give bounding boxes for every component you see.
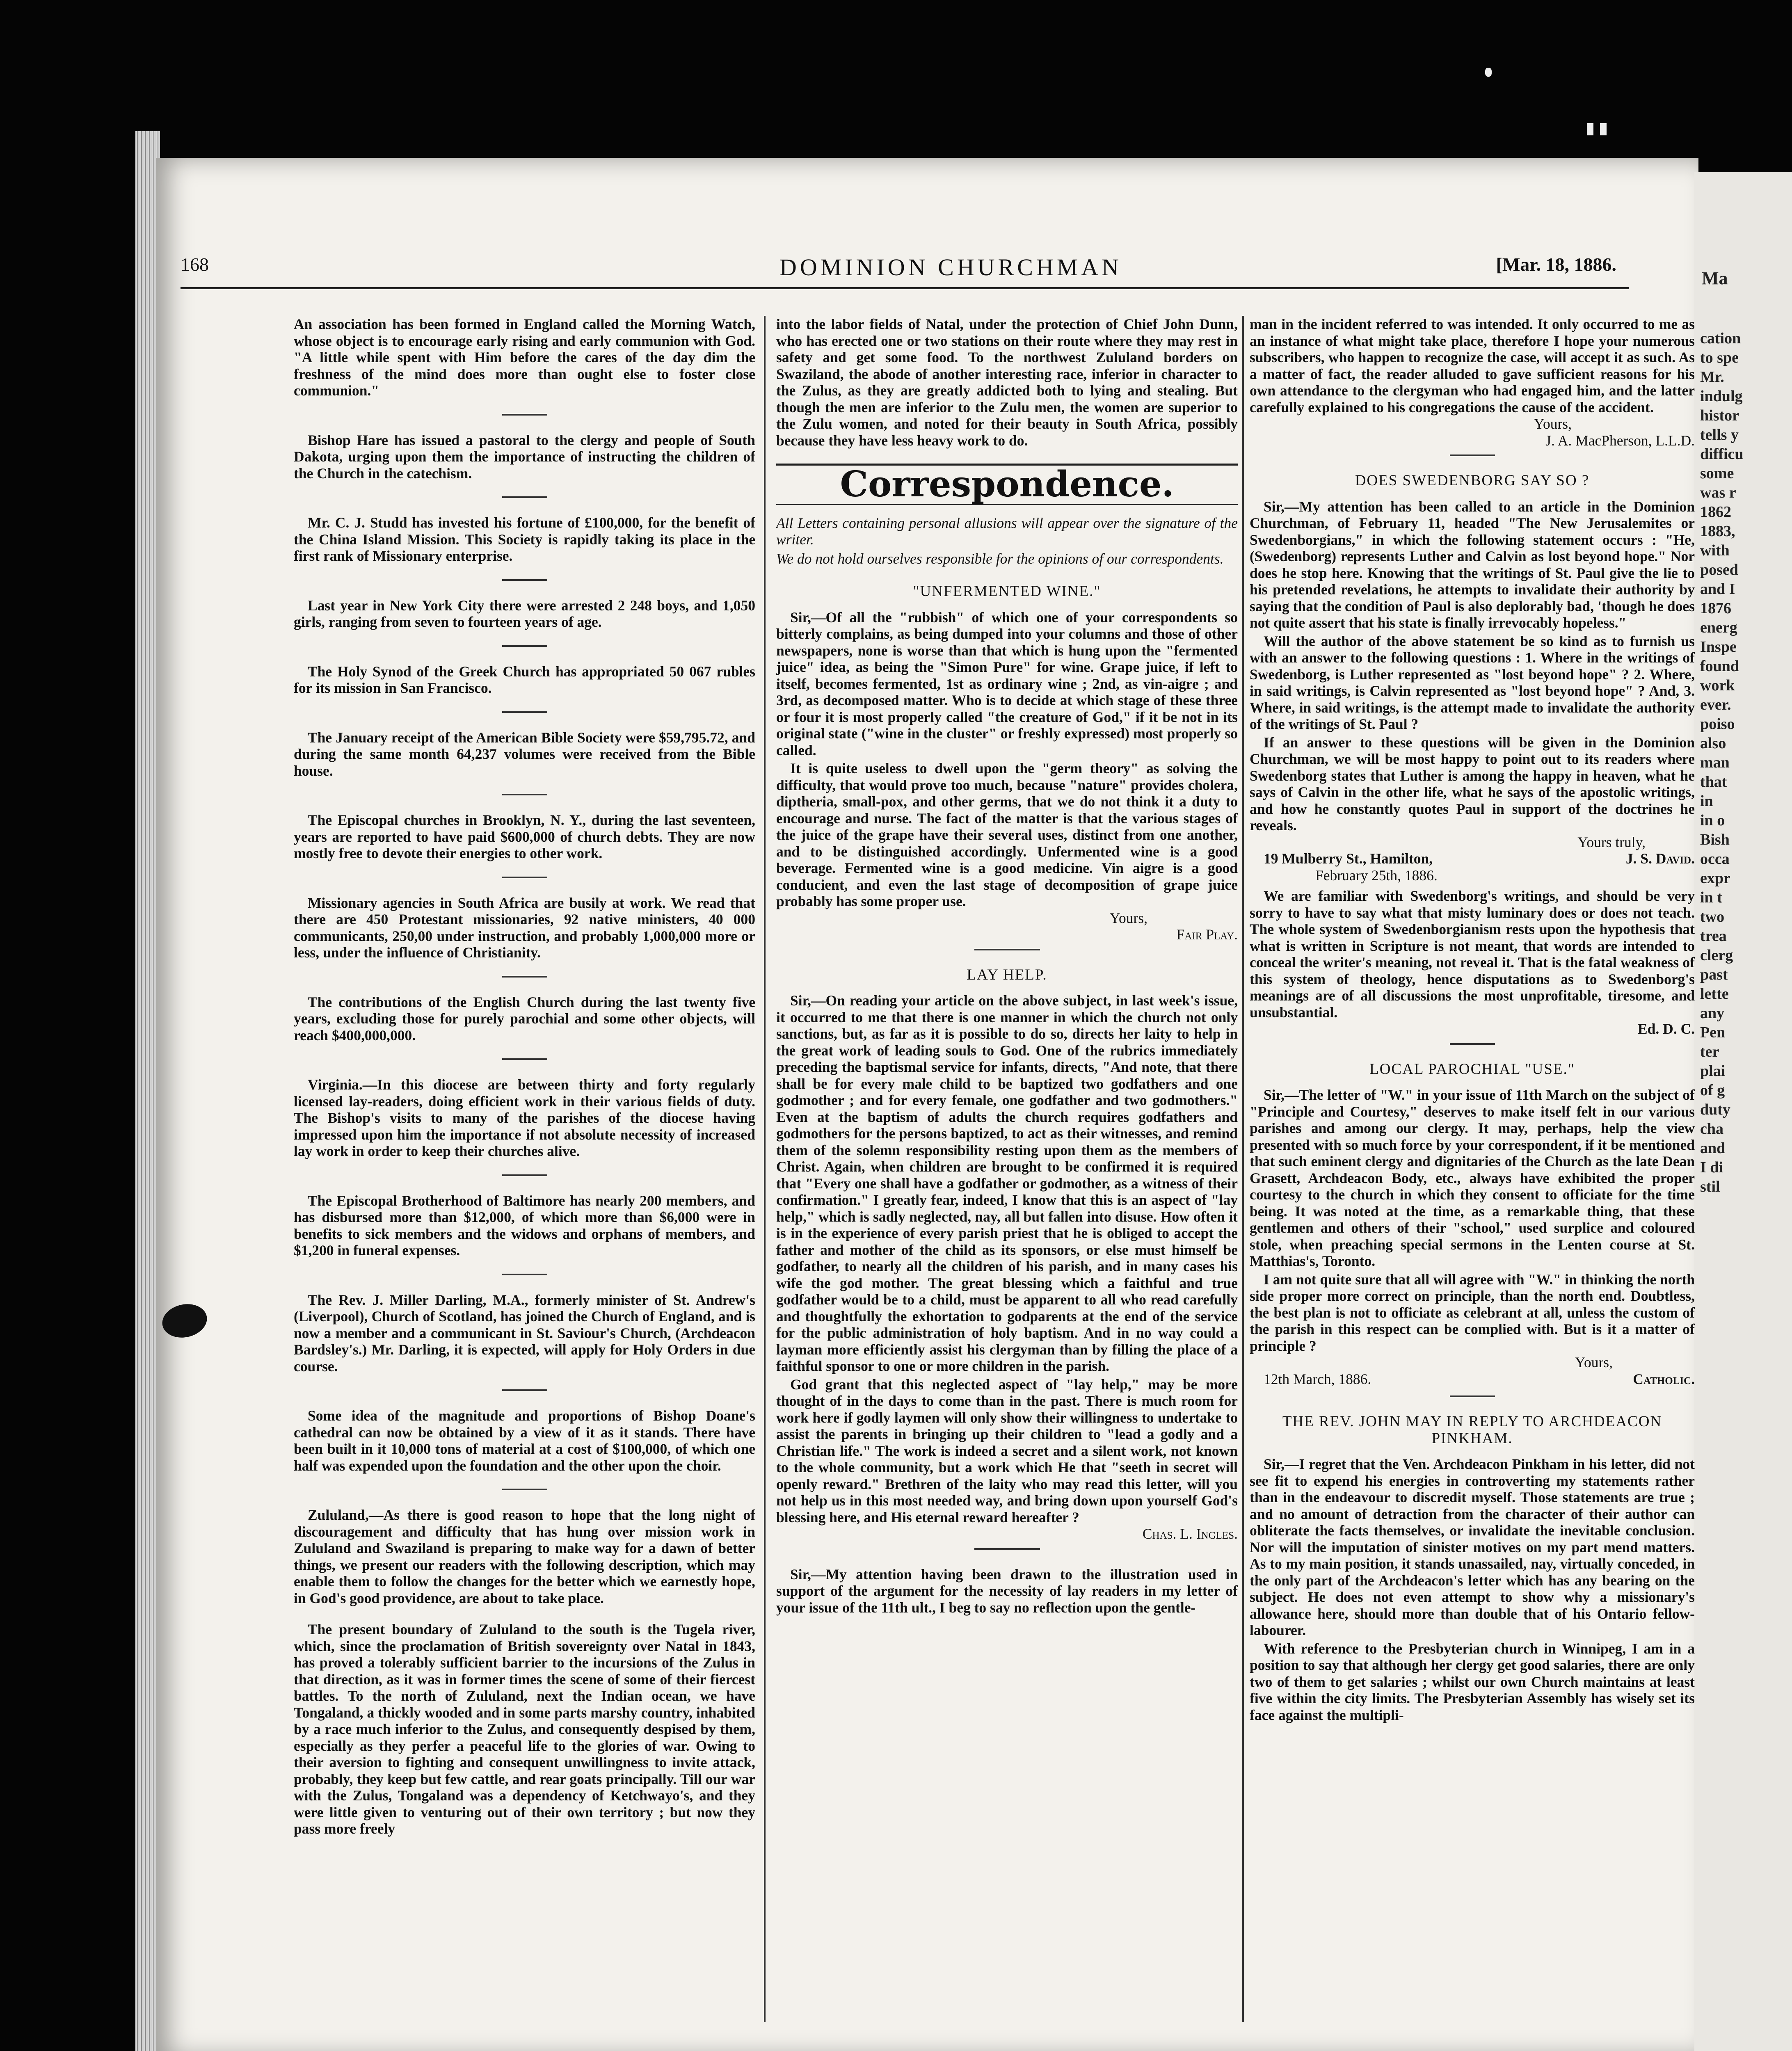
facing-page-text-fragment: with	[1700, 542, 1730, 559]
facing-page-text-fragment: Inspe	[1700, 638, 1737, 655]
news-item: An association has been formed in England called the Morning Watch, whose object is to encourage early rising and early communion with God. "A little while spent with Him before the cares of the day dim the freshness of the mind does more than ought else to foster close communion."	[294, 316, 755, 399]
column-rule	[764, 316, 766, 2022]
scan-mark	[1587, 123, 1593, 135]
news-item: Virginia.—In this diocese are between thirty and forty regularly licensed lay-readers, doing efficient work in their various fields of duty. The Bishop's visits to many of the parishes of the diocese having impressed upon him the importance if not absolute necessity of increased lay work in order to keep their churches alive.	[294, 1076, 755, 1159]
facing-page-text-fragment: to spe	[1700, 349, 1739, 366]
item-divider	[502, 976, 547, 978]
section-divider	[1450, 455, 1495, 456]
facing-page-text-fragment: trea	[1700, 927, 1727, 945]
section-divider	[1450, 1396, 1495, 1397]
facing-page-text-fragment: poiso	[1700, 715, 1735, 733]
facing-page-text-fragment: ter	[1700, 1043, 1719, 1060]
facing-page-masthead: Ma	[1702, 268, 1728, 288]
news-item: The contributions of the English Church during the last twenty five years, excluding those for purely parochial and some other objects, will reach $400,000,000.	[294, 994, 755, 1044]
scan-mark	[1600, 123, 1607, 135]
news-item: The January receipt of the American Bible Society were $59,795.72, and during the same month 64,237 volumes were received from the Bible house.	[294, 729, 755, 779]
section-divider	[1450, 1043, 1495, 1045]
facing-page-text-fragment: cation	[1700, 330, 1741, 347]
column-2	[776, 316, 1238, 2030]
facing-page-text-fragment: histor	[1700, 407, 1739, 424]
item-divider	[502, 414, 547, 416]
facing-page-text-fragment: in t	[1700, 889, 1722, 906]
facing-page-text-fragment: stil	[1700, 1178, 1720, 1195]
facing-page-text-fragment: difficu	[1700, 445, 1744, 463]
facing-page-text-fragment: in o	[1700, 812, 1725, 829]
facing-page-text-fragment: ever.	[1700, 696, 1731, 713]
facing-page-text-fragment: clerg	[1700, 947, 1733, 964]
facing-page-text-fragment: indulg	[1700, 388, 1743, 405]
facing-page-text-fragment: and I	[1700, 580, 1735, 598]
facing-page-text-fragment: Pen	[1700, 1024, 1726, 1041]
item-divider	[502, 579, 547, 581]
facing-page-text-fragment: 1876	[1700, 600, 1731, 617]
letter-closing: Yours,	[1109, 909, 1147, 926]
zululand-continuation: into the labor fields of Natal, under the protection of Chief John Dunn, who has erected one or two stations on their route where they may rest in safety and get some food. To the northwest Zululand borders on Swaziland, the abode of another interesting race, inferior in character to the Zulus, as they are greatly addicted both to lying and stealing. But though the men are inferior to the Zulu men, the women are superior to the Zulu women, and noted for their beauty in South Africa, possibly because they have less heavy work to do.	[776, 316, 1238, 449]
letter-title: "UNFERMENTED WINE."	[913, 583, 1101, 600]
letter-paragraph: Sir,—Of all the "rubbish" of which one of your correspondents so bitterly complains, as being dumped into your columns and those of other newspapers, none is worse than that which is hung upon the "fermented juice" idea, as being the "Simon Pure" for wine. Grape juice, if left to itself, becomes fermented, 1st as ordinary wine ; 2nd, as vin-aigre ; and 3rd, as decomposed matter. Who is to decide at which stage of these three or four it is most properly called "the creature of God," if it be not in its original state ("wine in the cluster" or freshly expressed) most properly so called.	[776, 609, 1238, 758]
item-divider	[502, 877, 547, 878]
page-number: 168	[181, 254, 209, 275]
facing-page-text-fragment: that	[1700, 773, 1727, 790]
news-item: The present boundary of Zululand to the south is the Tugela river, which, since the proclamation of British sovereignty over Natal in 1843, has proved a tolerably sufficient barrier to the incursions of the Zulus in that direction, as it was in former times the scene of some of their fiercest battles. To the north of Zululand, next the Indian ocean, we have Tongaland, a thickly wooded and in some parts marshy country, inhabited by a race much inferior to the Zulus, and consequently despised by them, especially as they perfer a peaceful life to the glories of war. Owing to their aversion to fighting and consequent unwillingness to invite attack, probably, they keep but few cattle, and rear goats principally. Till our war with the Zulus, Tongaland was a dependency of Ketchwayo's, and they were little given to venturing out of their own territory ; but now they pass more freely	[294, 1621, 755, 1837]
item-divider	[502, 1389, 547, 1391]
facing-page-text-fragment: 1883,	[1700, 523, 1735, 540]
letter-paragraph: Sir,—I regret that the Ven. Archdeacon Pinkham in his letter, did not see fit to expend his energies in controverting my statements rather than in the endeavour to discredit myself. Those statements are true ; and no amount of detraction from the character of their author can obliterate the facts themselves, or invalidate the inevitable conclusion. Nor will the imputation of sinister motives on my part mend matters. As to my main position, it stands unassailed, nay, virtually conceded, in the only part of the Archdeacon's letter which has any bearing on the subject. He does not even attempt to show why a missionary's allowance here, should more than double that of his Ontario fellow-labourer.	[1250, 1456, 1695, 1638]
item-divider	[502, 1058, 547, 1060]
editorial-note: All Letters containing personal allusions will appear over the signature of the writer.	[776, 514, 1238, 548]
facing-page-text-fragment: I di	[1700, 1159, 1723, 1176]
facing-page-text-fragment: in	[1700, 793, 1713, 810]
item-divider	[502, 1489, 547, 1490]
column-1	[294, 316, 755, 2030]
letter-paragraph: Sir,—My attention has been called to an article in the Dominion Churchman, of February 11, headed "The New Jerusalemites or Swedenborgians," in which the following statement occurs : "He, (Swedenborg) represents Luther and Calvin as lost beyond hope." Nor does he stop here. Knowing that the writings of St. Paul give the lie to his pretended revelations, he attempts to invalidate their authority by saying that the condition of Paul is also deplorably bad, 'though he does not quite assert that his state is finally irrevocably hopeless."	[1250, 498, 1695, 631]
facing-page-text-fragment: of g	[1700, 1082, 1725, 1099]
newspaper-title: DOMINION CHURCHMAN	[779, 254, 1122, 281]
letter-paragraph: Sir,—On reading your article on the above subject, in last week's issue, it occurred to me that there is one manner in which the church not only sanctions, but, as far as it is possible to do so, directs her laity to help in the great work of leading souls to God. One of the rubrics immediately preceding the baptismal service for infants, directs, "And note, that there shall be for every male child to be baptized two godfathers and one godmother ; and for every female, one godfather and two godmothers." Even at the baptism of adults the church requires godfathers and godmothers for the persons baptized, to act as their witnesses, and remind them of the solemn responsibility resting upon them as the members of Christ. Again, when children are brought to be confirmed it is required that "Every one shall have a godfather or godmother, as a witness of their confirmation." I greatly fear, indeed, I know that this is an aspect of "lay help," which is sadly neglected, nay, all but fallen into disuse. How often it is in the experience of every parish priest that he is obliged to accept the father and mother of the child as its sponsors, or else must himself be godfather, to nearly all the children of his parish, and in many cases his wife the god mother. The great blessing which a faithful and true godfather would be to a child, must be apparent to all who read carefully and thoughtfully the exhortation to godparents at the end of the service for the public administration of holy baptism. And in no way could a layman more efficiently assist his clergyman than by filling the place of a faithful sponsor to one or more children in the parish.	[776, 992, 1238, 1374]
facing-page-text-fragment: lette	[1700, 985, 1729, 1003]
facing-page-text-fragment: some	[1700, 465, 1734, 482]
issue-date: [Mar. 18, 1886.	[1496, 254, 1616, 275]
letter-paragraph: Will the author of the above statement be so kind as to furnish us with an answer to the following questions : 1. Where in the writings of Swedenborg, is Luther represented as "lost beyond hope" ? 2. Where, in said writings, is Calvin represented as "lost beyond hope" ? And, 3. Where, in said writings, is the attempt made to invalidate the authority of the writings of St. Paul ?	[1250, 633, 1695, 732]
section-divider	[974, 949, 1040, 950]
letter-paragraph: With reference to the Presbyterian church in Winnipeg, I am in a position to say that although her clergy get good salaries, there are only two of them to get salaries ; whilst our own Church maintains at least five within the city limits. The Presbyterian Assembly has wisely set its face against the multipli-	[1250, 1640, 1695, 1723]
column-rule	[1242, 316, 1244, 2022]
header-rule	[181, 287, 1629, 289]
editor-reply: We are familiar with Swedenborg's writings, and should be very sorry to have to say what that misty luminary does or does not teach. The whole system of Swedenborgianism rests upon the hypothesis that what is written in Scripture is not meant, that words are intended to conceal the writer's meaning, not reveal it. That is the fatal weakness of this system of theology, hence disputations as to Swedenborg's meanings are of all discussions the most unprofitable, tiresome, and unsubstantial.	[1250, 888, 1695, 1021]
item-divider	[502, 711, 547, 713]
letter-paragraph: I am not quite sure that all will agree with "W." in thinking the north side proper more correct on principle, than the north end. Doubtless, the best plan is not to officiate as celebrant at all, unless the custom of the parish in this respect can be complied with. But is it a matter of principle ?	[1250, 1271, 1695, 1354]
scan-mark	[1485, 68, 1492, 77]
facing-page-text-fragment: Mr.	[1700, 368, 1724, 386]
letter-signature: Catholic.	[1633, 1370, 1695, 1387]
facing-page-text-fragment: tells y	[1700, 426, 1739, 443]
news-item: The Rev. J. Miller Darling, M.A., formerly minister of St. Andrew's (Liverpool), Church of Scotland, has joined the Church of England, and is now a member and a communicant in St. Saviour's Church, (Archdeacon Bardsley's.) Mr. Darling, it is expected, will apply for Holy Orders in due course.	[294, 1291, 755, 1375]
letter-signature: Chas. L. Ingles.	[1142, 1526, 1238, 1542]
letter-address: 19 Mulberry St., Hamilton,	[1264, 850, 1433, 867]
letter-title: LAY HELP.	[967, 966, 1047, 983]
news-item: The Episcopal churches in Brooklyn, N. Y., during the last seventeen, years are reported to have paid $600,000 of church debts. They are now mostly free to devote their energies to other work.	[294, 812, 755, 861]
news-item: Last year in New York City there were arrested 2 248 boys, and 1,050 girls, ranging from seven to fourteen years of age.	[294, 597, 755, 630]
facing-page-text-fragment: any	[1700, 1005, 1725, 1022]
facing-page-text-fragment: Bish	[1700, 831, 1730, 848]
news-item: Zululand,—As there is good reason to hope that the long night of discouragement and difficulty that has hung over mission work in Zululand and Swaziland is preparing to make way for a dawn of better things, we present our readers with the following description, which may enable them to follow the changes for the better which we earnestly hope, in God's good providence, are about to take place.	[294, 1507, 755, 1606]
facing-page-text-fragment: two	[1700, 908, 1725, 925]
page-header	[181, 254, 1616, 282]
letter-paragraph: God grant that this neglected aspect of "lay help," may be more thought of in the days to come than in the past. There is much room for work here if godly laymen will only show their willingness to undertake to assist the parents in bringing up their children to "lead a godly and a Christian life." The work is indeed a secret and a silent work, not known to the whole community, but a work which He that "seeth in secret will openly reward." Brethren of the laity who may read this letter, will you not help us in this most needed way, and bring down upon yourself God's blessing here, and His eternal reward hereafter ?	[776, 1376, 1238, 1526]
facing-page-text-fragment: posed	[1700, 561, 1738, 578]
item-divider	[502, 645, 547, 647]
facing-page-text-fragment: cha	[1700, 1120, 1723, 1137]
letter-closing: Yours,	[1575, 1354, 1613, 1370]
facing-page-text-fragment: plai	[1700, 1062, 1726, 1080]
letter-title: LOCAL PAROCHIAL "USE."	[1369, 1060, 1575, 1078]
letter-title: DOES SWEDENBORG SAY SO ?	[1355, 472, 1590, 489]
letter-closing: Yours truly,	[1577, 834, 1646, 850]
letter-footer-line	[1250, 1371, 1695, 1388]
correspondence-heading: Correspondence.	[776, 464, 1238, 505]
editor-signature: Ed. D. C.	[1637, 1021, 1695, 1037]
letter-paragraph: man in the incident referred to was intended. It only occurred to me as an instance of what might take place, therefore I hope your numerous subscribers, who happen to recognize the case, will accept it as such. As a matter of fact, the reader alluded to gave sufficient reasons for his own attendance to the clergyman who had engaged him, and the latter carefully explained to his congregations the cause of the accident.	[1250, 316, 1695, 416]
item-divider	[502, 794, 547, 795]
facing-page-text-fragment: and	[1700, 1140, 1726, 1157]
column-3	[1250, 316, 1695, 2030]
letter-title: THE REV. JOHN MAY IN REPLY TO ARCHDEACON PINKHAM.	[1282, 1413, 1662, 1447]
letter-paragraph: Sir,—My attention having been drawn to the illustration used in support of the argument for the necessity of lay readers in my letter of your issue of the 11th ult., I beg to say no reflection upon the gentle-	[776, 1566, 1238, 1616]
facing-page-text-fragment: found	[1700, 658, 1739, 675]
letter-signature: Fair Play.	[1176, 926, 1238, 943]
facing-page-text-fragment: 1862	[1700, 503, 1731, 521]
news-item: The Episcopal Brotherhood of Baltimore has nearly 200 members, and has disbursed more than $12,000, of which more than $6,000 were in benefits to sick members and the widows and orphans of members, and $1,200 in funeral expenses.	[294, 1192, 755, 1258]
letter-paragraph: It is quite useless to dwell upon the "germ theory" as solving the difficulty, that would prove too much, because "nature" provides cholera, diptheria, small-pox, and other germs, that we do not think it a duty to encourage and nurse. The fact of the matter is that the various stages of the juice of the grape have their several uses, distinct from one another, and to be distinguished accordingly. Unfermented wine is a good beverage. Fermented wine is a good medicine. Vin aigre is a good conducient, and even the last stage of decomposition of grape juice probably has some proper use.	[776, 760, 1238, 909]
facing-page-text-fragment: energ	[1700, 619, 1737, 636]
letter-closing: Yours,	[1534, 416, 1572, 432]
facing-page-text-fragment: past	[1700, 966, 1728, 983]
facing-page-text-fragment: occa	[1700, 850, 1730, 868]
facing-page-text-fragment: duty	[1700, 1101, 1730, 1118]
news-item: Missionary agencies in South Africa are busily at work. We read that there are 450 Protestant missionaries, 92 native ministers, 40 000 communicants, 250,00 under instruction, and probably 1,000,000 more or less, under the influence of Christianity.	[294, 894, 755, 961]
item-divider	[502, 1274, 547, 1275]
letter-paragraph: Sir,—The letter of "W." in your issue of 11th March on the subject of "Principle and Courtesy," deserves to make itself felt in our various parishes and among our clergy. It may, perhaps, help the view presented with so much force by your correspondent, if it be mentioned that such eminent clergy and dignitaries of the Church as the late Dean Grasett, Archdeacon Body, etc., always have exhibited the proper courtesy to the church in which they consent to officiate for the time being. It was noted at the time, as a remarkable thing, that these gentlemen and others of their "school," used surplice and coloured stole, when preaching special sermons in the Lenten course at St. Matthias's, Toronto.	[1250, 1087, 1695, 1269]
facing-page-fragment	[1694, 172, 1792, 2051]
letter-signature: J. S. David.	[1625, 850, 1695, 867]
news-item: Some idea of the magnitude and proportions of Bishop Doane's cathedral can now be obtained by a view of it as it stands. There have been built in it 10,000 tons of material at a cost of $100,000, of which one half was expended upon the foundation and the other upon the choir.	[294, 1407, 755, 1474]
item-divider	[502, 1174, 547, 1176]
letter-signature: J. A. MacPherson, L.L.D.	[1545, 432, 1695, 449]
letter-date: 12th March, 1886.	[1264, 1370, 1371, 1387]
news-item: Bishop Hare has issued a pastoral to the clergy and people of South Dakota, urging upon them the importance of instructing the children of the Church in the catechism.	[294, 432, 755, 482]
news-item: Mr. C. J. Studd has invested his fortune of £100,000, for the benefit of the China Island Mission. This Society is rapidly taking its place in the first rank of Missionary enterprise.	[294, 514, 755, 564]
section-divider	[974, 1548, 1040, 1550]
letter-paragraph: If an answer to these questions will be given in the Dominion Churchman, we will be most happy to point out to its readers where Swedenborg states that Luther is among the happy in heaven, what he says of Calvin in the other life, what he says of the apostolic writings, and how he constantly quotes Paul in support of the doctrines he reveals.	[1250, 734, 1695, 834]
letter-date: February 25th, 1886.	[1315, 867, 1438, 884]
facing-page-text-fragment: man	[1700, 754, 1730, 771]
facing-page-text-fragment: expr	[1700, 870, 1730, 887]
facing-page-text-fragment: work	[1700, 677, 1735, 694]
letter-address-line	[1250, 850, 1695, 867]
news-item: The Holy Synod of the Greek Church has appropriated 50 067 rubles for its mission in San Francisco.	[294, 663, 755, 696]
item-divider	[502, 496, 547, 498]
editorial-note: We do not hold ourselves responsible for the opinions of our correspondents.	[776, 550, 1224, 567]
facing-page-text-fragment: also	[1700, 735, 1726, 752]
facing-page-text-fragment: was r	[1700, 484, 1736, 501]
